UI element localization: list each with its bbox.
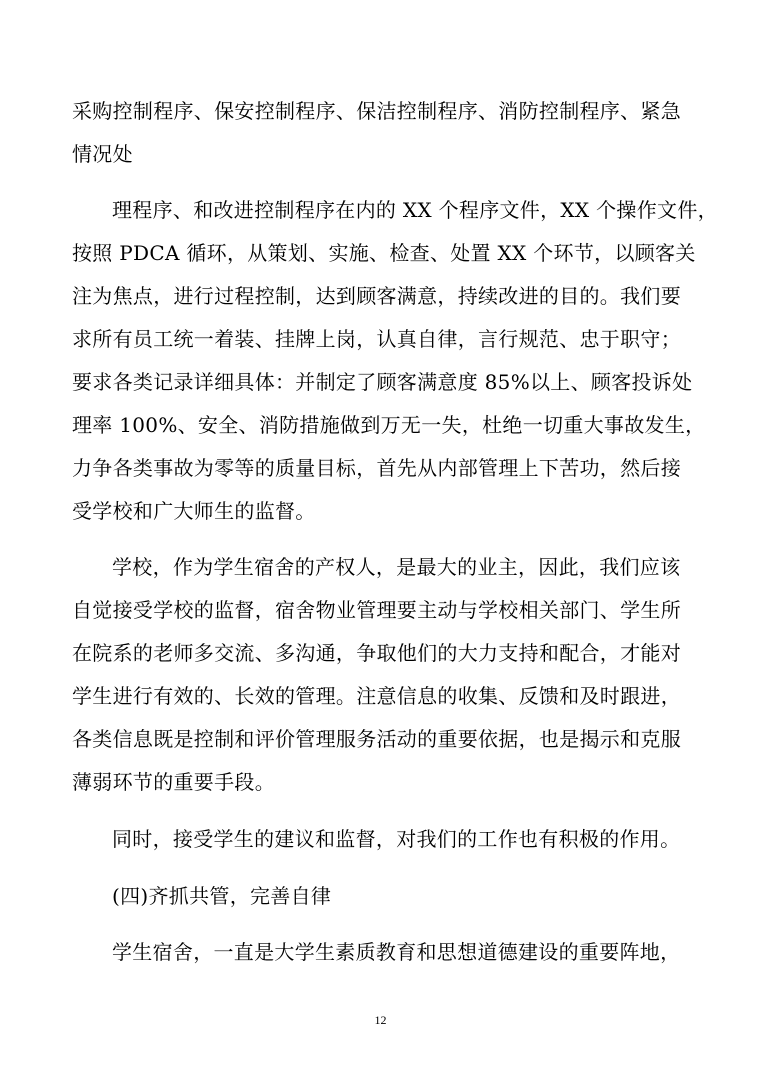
text-line: 受学校和广大师生的监督。 [72,499,316,523]
text-line: 各类信息既是控制和评价管理服务活动的重要依据，也是揭示和克服 [72,727,681,751]
text-line: 采购控制程序、保安控制程序、保洁控制程序、消防控制程序、紧急 [72,99,681,123]
text-line: 要求各类记录详细具体：并制定了顾客满意度 85%以上、顾客投诉处 [72,370,693,394]
page-number: 12 [374,1013,387,1027]
text-line: 注为焦点，进行过程控制，达到顾客满意，持续改进的目的。我们要 [72,284,681,308]
text-line: 自觉接受学校的监督，宿舍物业管理要主动与学校相关部门、学生所 [72,598,681,622]
section-heading: (四)齐抓共管，完善自律 [112,884,332,908]
text-line: 学校，作为学生宿舍的产权人，是最大的业主，因此，我们应该 [112,555,681,579]
text-line: 理率 100%、安全、消防措施做到万无一失，杜绝一切重大事故发生， [72,413,706,437]
text-line: 同时，接受学生的建议和监督，对我们的工作也有积极的作用。 [112,827,681,851]
text-line: 情况处 [72,142,133,166]
text-line: 力争各类事故为零等的质量目标，首先从内部管理上下苦功，然后接 [72,456,681,480]
text-line: 在院系的老师多交流、多沟通，争取他们的大力支持和配合，才能对 [72,641,681,665]
text-line: 学生宿舍，一直是大学生素质教育和思想道德建设的重要阵地， [112,940,681,964]
text-line: 求所有员工统一着装、挂牌上岗，认真自律，言行规范、忠于职守； [72,327,681,351]
text-line: 按照 PDCA 循环，从策划、实施、检查、处置 XX 个环节，以顾客关 [72,241,696,265]
text-line: 学生进行有效的、长效的管理。注意信息的收集、反馈和及时跟进， [72,684,681,708]
text-line: 理程序、和改进控制程序在内的 XX 个程序文件，XX 个操作文件， [112,198,718,222]
text-line: 薄弱环节的重要手段。 [72,770,275,794]
